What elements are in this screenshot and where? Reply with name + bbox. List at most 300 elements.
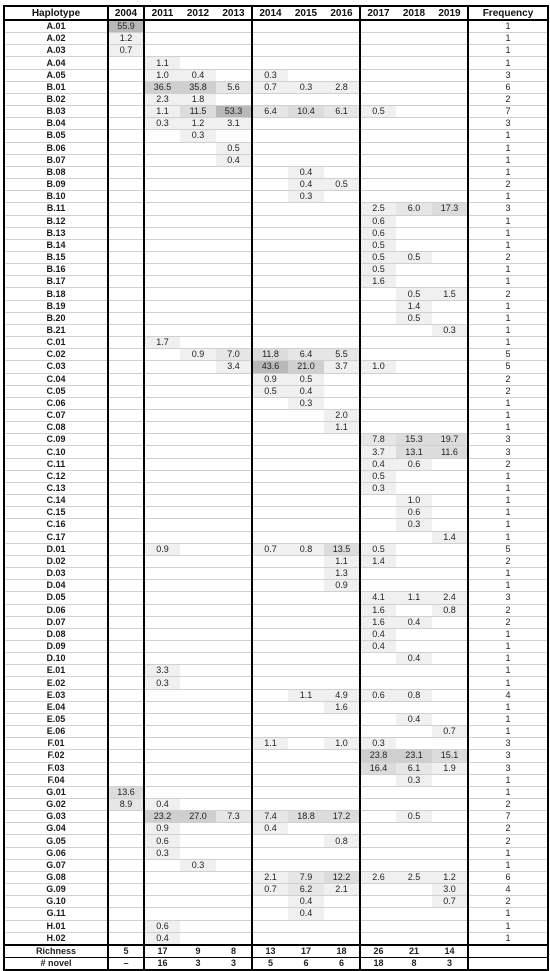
value-cell — [180, 871, 216, 883]
value-cell — [288, 276, 324, 288]
value-cell: 2.4 — [432, 592, 468, 604]
value-cell — [288, 847, 324, 859]
value-cell: 7.9 — [288, 871, 324, 883]
value-cell — [144, 142, 180, 154]
haplotype-name: G.03 — [4, 811, 108, 823]
value-cell: 0.3 — [396, 774, 432, 786]
value-cell — [288, 531, 324, 543]
value-cell — [324, 324, 360, 336]
footer-label: Richness — [4, 945, 108, 958]
value-cell — [252, 859, 288, 871]
value-cell — [108, 166, 144, 178]
value-cell: 0.4 — [216, 154, 252, 166]
frequency-cell: 1 — [468, 191, 548, 203]
value-cell: 0.7 — [252, 543, 288, 555]
value-cell: 0.4 — [360, 628, 396, 640]
haplotype-name: C.04 — [4, 373, 108, 385]
value-cell — [180, 847, 216, 859]
value-cell — [180, 288, 216, 300]
value-cell — [144, 580, 180, 592]
value-cell: 0.9 — [144, 823, 180, 835]
frequency-cell: 1 — [468, 568, 548, 580]
value-cell — [216, 482, 252, 494]
table-row — [4, 458, 548, 470]
value-cell — [180, 580, 216, 592]
frequency-cell: 1 — [468, 239, 548, 251]
value-cell — [396, 908, 432, 920]
value-cell — [360, 118, 396, 130]
footer-value: 3 — [432, 958, 468, 971]
value-cell — [108, 543, 144, 555]
value-cell — [252, 592, 288, 604]
value-cell — [396, 349, 432, 361]
value-cell: 23.8 — [360, 750, 396, 762]
value-cell: 0.3 — [360, 738, 396, 750]
value-cell — [396, 324, 432, 336]
value-cell — [324, 762, 360, 774]
value-cell: 0.3 — [180, 859, 216, 871]
table-row — [4, 337, 548, 349]
value-cell — [288, 239, 324, 251]
value-cell: 0.5 — [288, 373, 324, 385]
value-cell — [360, 93, 396, 105]
value-cell: 4.1 — [360, 592, 396, 604]
value-cell — [216, 616, 252, 628]
table-row — [4, 507, 548, 519]
haplotype-name: D.04 — [4, 580, 108, 592]
value-cell — [288, 677, 324, 689]
value-cell — [216, 604, 252, 616]
value-cell: 0.5 — [396, 288, 432, 300]
frequency-cell: 7 — [468, 106, 548, 118]
haplotype-name: C.10 — [4, 446, 108, 458]
value-cell — [144, 774, 180, 786]
value-cell — [360, 142, 396, 154]
value-cell — [396, 799, 432, 811]
value-cell — [180, 908, 216, 920]
frequency-cell: 6 — [468, 81, 548, 93]
value-cell — [324, 507, 360, 519]
value-cell — [288, 859, 324, 871]
frequency-cell: 2 — [468, 835, 548, 847]
value-cell — [396, 142, 432, 154]
value-cell — [360, 45, 396, 57]
value-cell — [252, 434, 288, 446]
value-cell — [432, 154, 468, 166]
footer-value — [468, 945, 548, 958]
value-cell — [252, 239, 288, 251]
value-cell: 0.5 — [360, 239, 396, 251]
value-cell — [396, 215, 432, 227]
value-cell: 1.6 — [360, 276, 396, 288]
value-cell — [324, 93, 360, 105]
value-cell — [360, 823, 396, 835]
value-cell: 4.9 — [324, 689, 360, 701]
value-cell — [216, 458, 252, 470]
value-cell — [252, 750, 288, 762]
table-row — [4, 312, 548, 324]
haplotype-name: B.19 — [4, 300, 108, 312]
value-cell — [396, 179, 432, 191]
value-cell — [432, 276, 468, 288]
value-cell — [180, 653, 216, 665]
value-cell: 2.1 — [324, 884, 360, 896]
frequency-cell: 1 — [468, 786, 548, 798]
header-year: 2017 — [360, 6, 396, 20]
value-cell — [432, 57, 468, 69]
value-cell — [180, 20, 216, 33]
haplotype-name: B.09 — [4, 179, 108, 191]
value-cell — [180, 57, 216, 69]
haplotype-name: E.02 — [4, 677, 108, 689]
value-cell — [360, 726, 396, 738]
value-cell — [396, 264, 432, 276]
value-cell — [180, 677, 216, 689]
value-cell — [324, 276, 360, 288]
frequency-cell: 1 — [468, 166, 548, 178]
value-cell — [108, 628, 144, 640]
table-row — [4, 227, 548, 239]
value-cell — [288, 312, 324, 324]
table-row — [4, 410, 548, 422]
value-cell — [432, 81, 468, 93]
value-cell: 19.7 — [432, 434, 468, 446]
value-cell — [216, 774, 252, 786]
value-cell: 1.1 — [396, 592, 432, 604]
value-cell — [324, 239, 360, 251]
value-cell — [108, 69, 144, 81]
value-cell — [432, 118, 468, 130]
value-cell — [108, 57, 144, 69]
haplotype-name: D.10 — [4, 653, 108, 665]
value-cell: 0.7 — [252, 884, 288, 896]
footer-value: 5 — [252, 958, 288, 971]
value-cell — [432, 616, 468, 628]
value-cell — [216, 69, 252, 81]
value-cell: 1.0 — [324, 738, 360, 750]
frequency-cell: 1 — [468, 470, 548, 482]
value-cell — [288, 738, 324, 750]
frequency-cell: 1 — [468, 628, 548, 640]
value-cell — [108, 458, 144, 470]
table-row — [4, 689, 548, 701]
value-cell — [396, 20, 432, 33]
value-cell: 0.4 — [360, 458, 396, 470]
value-cell — [180, 166, 216, 178]
value-cell: 27.0 — [180, 811, 216, 823]
value-cell — [144, 385, 180, 397]
richness-row — [4, 945, 548, 958]
frequency-cell: 3 — [468, 446, 548, 458]
value-cell: 1.2 — [180, 118, 216, 130]
value-cell: 3.4 — [216, 361, 252, 373]
value-cell — [432, 458, 468, 470]
value-cell — [108, 847, 144, 859]
value-cell — [324, 33, 360, 45]
value-cell — [432, 191, 468, 203]
value-cell — [252, 640, 288, 652]
value-cell — [252, 580, 288, 592]
value-cell: 1.1 — [144, 106, 180, 118]
frequency-cell: 2 — [468, 823, 548, 835]
table-row — [4, 130, 548, 142]
value-cell — [288, 713, 324, 725]
value-cell — [252, 288, 288, 300]
table-row — [4, 835, 548, 847]
table-row — [4, 300, 548, 312]
value-cell — [288, 130, 324, 142]
value-cell — [252, 276, 288, 288]
table-row — [4, 932, 548, 945]
value-cell: 0.5 — [396, 251, 432, 263]
value-cell — [360, 653, 396, 665]
value-cell — [432, 215, 468, 227]
header-year: 2016 — [324, 6, 360, 20]
value-cell — [396, 531, 432, 543]
haplotype-name: D.01 — [4, 543, 108, 555]
haplotype-name: C.09 — [4, 434, 108, 446]
frequency-cell: 2 — [468, 93, 548, 105]
value-cell — [108, 896, 144, 908]
value-cell — [180, 446, 216, 458]
value-cell — [216, 57, 252, 69]
value-cell: 0.4 — [288, 385, 324, 397]
value-cell — [252, 215, 288, 227]
value-cell — [288, 920, 324, 932]
value-cell — [180, 434, 216, 446]
value-cell — [324, 774, 360, 786]
frequency-cell: 1 — [468, 276, 548, 288]
frequency-cell: 1 — [468, 264, 548, 276]
frequency-cell: 1 — [468, 142, 548, 154]
value-cell — [180, 361, 216, 373]
value-cell — [288, 215, 324, 227]
value-cell — [324, 300, 360, 312]
table-row — [4, 568, 548, 580]
haplotype-table-container — [3, 5, 547, 971]
value-cell — [180, 470, 216, 482]
value-cell — [432, 106, 468, 118]
frequency-cell: 1 — [468, 57, 548, 69]
value-cell — [288, 93, 324, 105]
value-cell — [360, 908, 396, 920]
haplotype-name: B.04 — [4, 118, 108, 130]
value-cell — [396, 884, 432, 896]
haplotype-name: E.05 — [4, 713, 108, 725]
value-cell — [360, 154, 396, 166]
value-cell — [216, 434, 252, 446]
header-year: 2018 — [396, 6, 432, 20]
value-cell — [216, 495, 252, 507]
value-cell — [324, 823, 360, 835]
value-cell — [252, 446, 288, 458]
value-cell — [360, 324, 396, 336]
value-cell — [432, 179, 468, 191]
value-cell — [288, 592, 324, 604]
haplotype-name: B.17 — [4, 276, 108, 288]
value-cell — [324, 640, 360, 652]
value-cell: 1.6 — [324, 701, 360, 713]
value-cell — [324, 847, 360, 859]
table-body — [4, 20, 548, 945]
value-cell — [216, 884, 252, 896]
value-cell: 35.8 — [180, 81, 216, 93]
value-cell — [360, 166, 396, 178]
value-cell — [144, 884, 180, 896]
haplotype-name: C.17 — [4, 531, 108, 543]
value-cell — [180, 750, 216, 762]
value-cell — [360, 774, 396, 786]
value-cell — [144, 361, 180, 373]
value-cell — [252, 203, 288, 215]
footer-value: 6 — [288, 958, 324, 971]
value-cell — [180, 458, 216, 470]
value-cell — [360, 410, 396, 422]
table-row — [4, 142, 548, 154]
value-cell: 0.5 — [360, 251, 396, 263]
frequency-cell: 1 — [468, 531, 548, 543]
value-cell — [216, 580, 252, 592]
value-cell — [216, 726, 252, 738]
table-header-row — [4, 6, 548, 20]
novel-row — [4, 958, 548, 971]
value-cell — [252, 653, 288, 665]
value-cell — [360, 312, 396, 324]
value-cell — [288, 762, 324, 774]
value-cell — [252, 604, 288, 616]
haplotype-name: B.11 — [4, 203, 108, 215]
table-row — [4, 495, 548, 507]
footer-value: 18 — [360, 958, 396, 971]
value-cell — [108, 871, 144, 883]
value-cell: 0.3 — [252, 69, 288, 81]
value-cell — [108, 616, 144, 628]
footer-value: 14 — [432, 945, 468, 958]
value-cell — [288, 799, 324, 811]
haplotype-name: F.04 — [4, 774, 108, 786]
value-cell — [144, 264, 180, 276]
haplotype-name: D.02 — [4, 555, 108, 567]
header-year: 2019 — [432, 6, 468, 20]
value-cell — [288, 665, 324, 677]
value-cell — [216, 592, 252, 604]
table-row — [4, 859, 548, 871]
frequency-cell: 3 — [468, 203, 548, 215]
value-cell: 6.4 — [252, 106, 288, 118]
value-cell — [180, 191, 216, 203]
haplotype-name: G.07 — [4, 859, 108, 871]
value-cell — [252, 786, 288, 798]
haplotype-name: G.01 — [4, 786, 108, 798]
value-cell — [252, 628, 288, 640]
value-cell — [396, 896, 432, 908]
frequency-cell: 1 — [468, 847, 548, 859]
table-row — [4, 871, 548, 883]
footer-value: 21 — [396, 945, 432, 958]
value-cell: 1.3 — [324, 568, 360, 580]
value-cell: 1.8 — [180, 93, 216, 105]
value-cell: 1.2 — [108, 33, 144, 45]
value-cell — [216, 130, 252, 142]
value-cell: 0.5 — [396, 811, 432, 823]
table-row — [4, 397, 548, 409]
value-cell — [396, 410, 432, 422]
frequency-cell: 1 — [468, 677, 548, 689]
frequency-cell: 2 — [468, 555, 548, 567]
value-cell: 55.9 — [108, 20, 144, 33]
frequency-cell: 3 — [468, 434, 548, 446]
value-cell — [108, 811, 144, 823]
value-cell — [252, 932, 288, 945]
value-cell — [252, 908, 288, 920]
value-cell — [324, 373, 360, 385]
value-cell — [288, 118, 324, 130]
value-cell — [288, 653, 324, 665]
value-cell — [360, 57, 396, 69]
value-cell: 0.3 — [396, 519, 432, 531]
value-cell — [108, 434, 144, 446]
table-row — [4, 774, 548, 786]
value-cell — [144, 130, 180, 142]
value-cell — [108, 118, 144, 130]
value-cell — [324, 118, 360, 130]
value-cell — [180, 592, 216, 604]
value-cell: 2.8 — [324, 81, 360, 93]
value-cell: 2.6 — [360, 871, 396, 883]
value-cell: 0.3 — [360, 482, 396, 494]
value-cell — [144, 434, 180, 446]
value-cell — [432, 835, 468, 847]
frequency-cell: 3 — [468, 118, 548, 130]
value-cell — [288, 640, 324, 652]
value-cell — [360, 568, 396, 580]
table-row — [4, 239, 548, 251]
value-cell: 0.3 — [144, 118, 180, 130]
value-cell — [216, 677, 252, 689]
header-haplotype: Haplotype — [4, 6, 108, 20]
footer-value: 13 — [252, 945, 288, 958]
value-cell — [144, 871, 180, 883]
value-cell — [360, 385, 396, 397]
value-cell: 1.1 — [324, 555, 360, 567]
value-cell — [432, 799, 468, 811]
value-cell — [288, 227, 324, 239]
value-cell — [144, 750, 180, 762]
value-cell — [144, 470, 180, 482]
table-row — [4, 580, 548, 592]
value-cell — [324, 604, 360, 616]
value-cell — [108, 264, 144, 276]
value-cell: 15.1 — [432, 750, 468, 762]
value-cell — [180, 920, 216, 932]
value-cell: 0.8 — [432, 604, 468, 616]
value-cell — [180, 276, 216, 288]
value-cell — [180, 726, 216, 738]
frequency-cell: 2 — [468, 896, 548, 908]
value-cell — [288, 337, 324, 349]
value-cell — [324, 288, 360, 300]
value-cell — [324, 592, 360, 604]
footer-value: – — [108, 958, 144, 971]
value-cell — [108, 908, 144, 920]
table-row — [4, 81, 548, 93]
value-cell — [360, 519, 396, 531]
value-cell: 0.3 — [180, 130, 216, 142]
footer-value: 9 — [180, 945, 216, 958]
value-cell — [108, 203, 144, 215]
value-cell — [216, 847, 252, 859]
haplotype-name: G.11 — [4, 908, 108, 920]
